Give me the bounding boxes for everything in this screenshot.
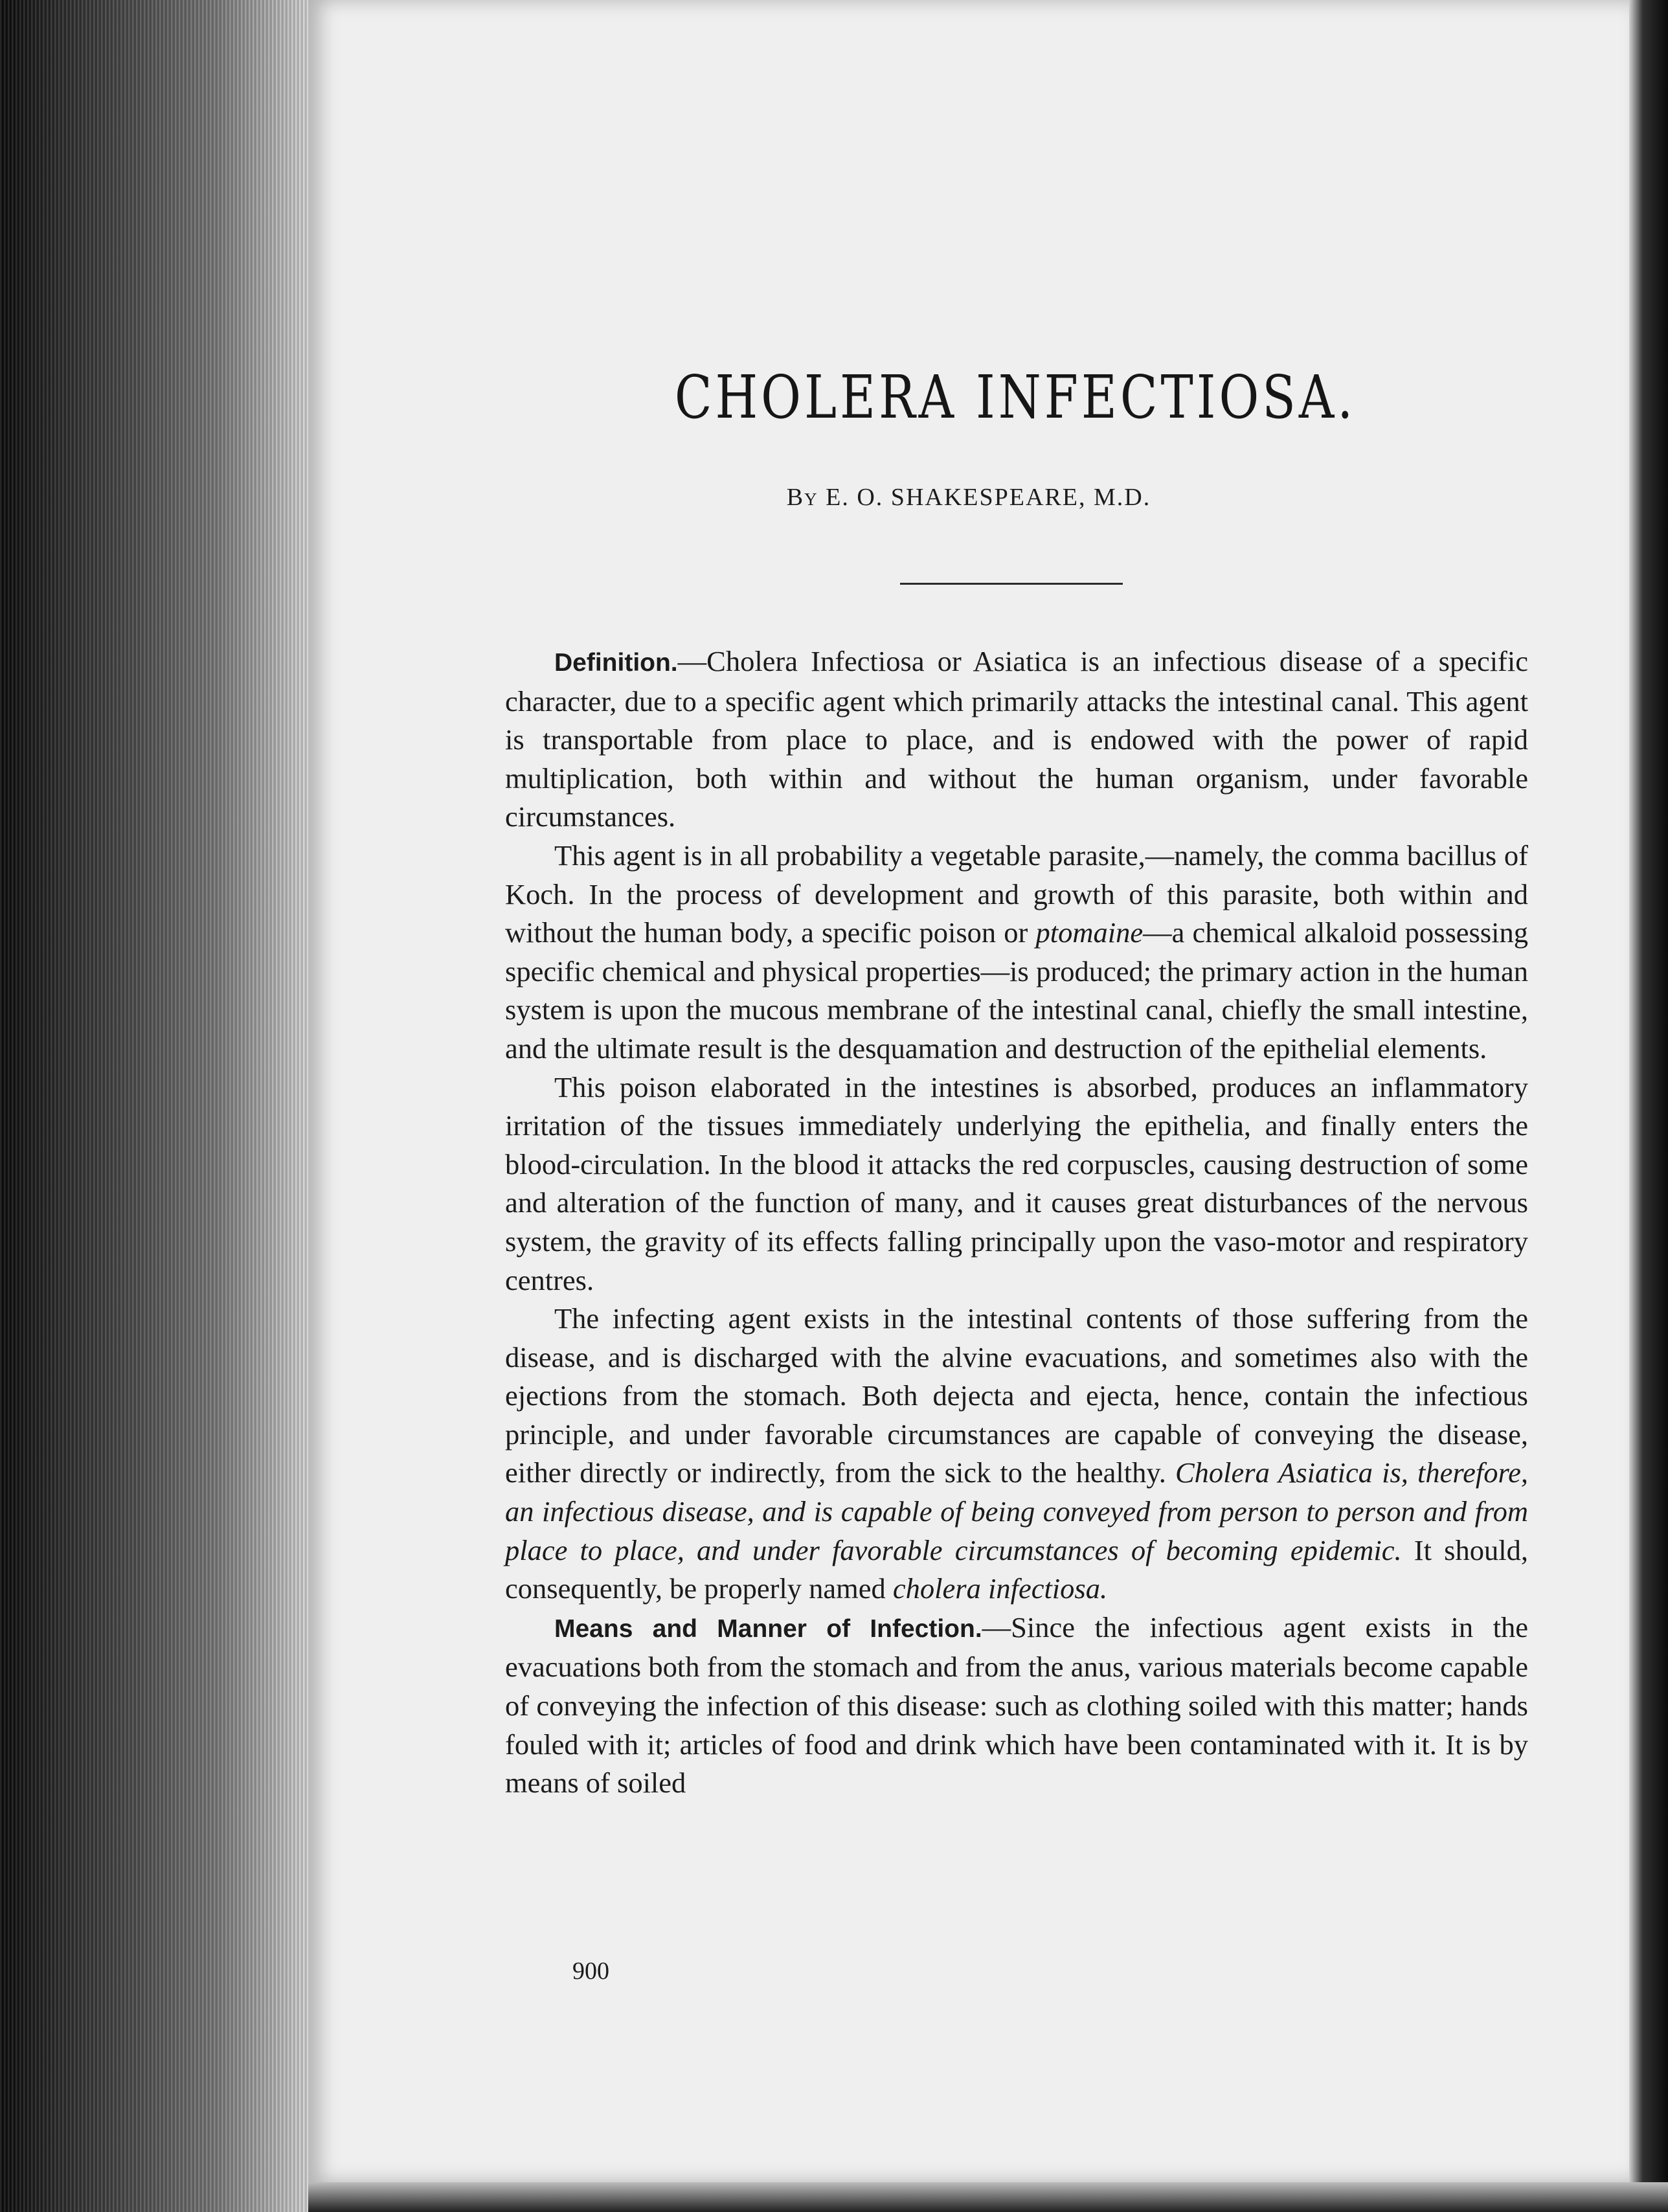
page-bottom-shadow — [308, 2182, 1668, 2212]
paragraph-heading: Means and Manner of Infection. — [554, 1614, 982, 1643]
article-body — [505, 642, 1528, 1803]
title-rule — [900, 583, 1123, 585]
body-paragraph — [505, 1068, 1528, 1300]
paragraph-text: —Since the infectious agent exists in the evacuations both from the stomach and from the anus, various materials become capable of conveying the infection of this disease: such as clothing soiled with this matter; hands fouled with it; articles of food and drink which have been contaminated with it. It is by means of soiled — [505, 1610, 1529, 1800]
paragraph-heading: Definition. — [554, 649, 678, 677]
page-number: 900 — [572, 1958, 609, 1985]
paragraph-text: It should, consequently, be properly named — [505, 1533, 1528, 1605]
italic-text: cholera infectiosa. — [892, 1572, 1108, 1605]
body-paragraph — [505, 642, 1528, 837]
paragraph-text: —Cholera Infectiosa or Asiatica is an infectious disease of a specific character, due to a specific agent which primarily attacks the intestinal canal. This agent is transportable from place to place, and is endowed with the power of rapid multiplication, both within and without the human organism, under favorable circumstances. — [505, 645, 1528, 833]
body-paragraph — [505, 1608, 1528, 1803]
book-page-edges — [0, 0, 311, 2212]
byline-prefix: By — [786, 484, 818, 511]
italic-text: ptomaine — [1035, 916, 1144, 949]
byline-author: E. O. SHAKESPEARE, M.D. — [826, 484, 1151, 511]
italic-text: Cholera Asiatica is, therefore, an infectious disease, and is capable of being conveyed from person to person and from place to place, and under favorable circumstances of becoming epidemic. — [505, 1456, 1528, 1566]
article-byline — [308, 483, 1629, 512]
article-title: CHOLERA INFECTIOSA. — [674, 363, 1357, 432]
paragraph-text: —a chemical alkaloid possessing specific chemical and physical properties—is produced; the primary action in the human system is upon the mucous membrane of the intestinal canal, chiefly the small intestine, and the ultimate result is the desquamation and destruction of the epithelial elements. — [505, 916, 1529, 1065]
paragraph-text: This agent is in all probability a vegetable parasite,—namely, the comma bacillus of Koch. In the process of development and growth of this parasite, both within and without the human body, a specific poison or — [505, 839, 1528, 949]
paragraph-text: This poison elaborated in the intestines is absorbed, produces an inflammatory irritation of the tissues immediately underlying the epithelia, and finally enters the blood-circulation. In the blood it attacks the red corpuscles, causing destruction of some and alteration of the function of many, and it causes great disturbances of the nervous system, the gravity of its effects falling principally upon the vaso-motor and respiratory centres. — [505, 1070, 1528, 1296]
body-paragraph — [505, 837, 1528, 1068]
body-paragraph — [505, 1300, 1528, 1608]
paragraph-text: The infecting agent exists in the intestinal contents of those suffering from the disease, and is discharged with the alvine evacuations, and sometimes also with the ejections from the stomach. Both dejecta and ejecta, hence, contain the infectious principle, and under favorable circumstances are capable of conveying the disease, either directly or indirectly, from the sick to the healthy. — [505, 1302, 1528, 1489]
page-right-shadow — [1629, 0, 1668, 2212]
